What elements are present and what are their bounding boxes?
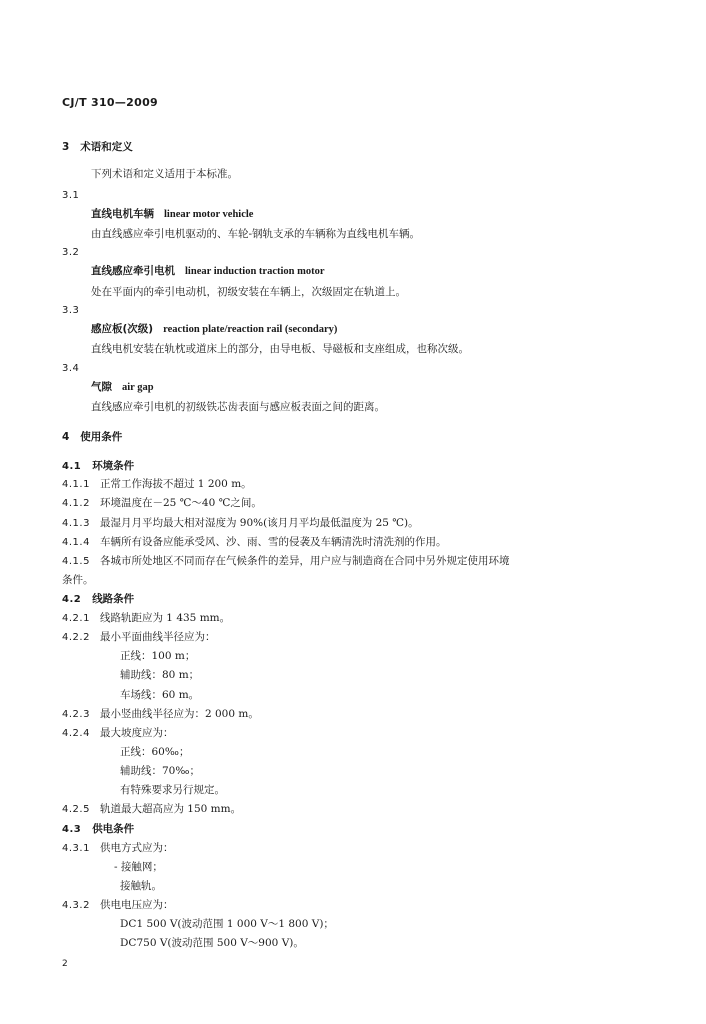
section-4-heading bbox=[62, 430, 122, 444]
clause-4-2-2 bbox=[62, 630, 215, 645]
list-item: - 接触网； bbox=[114, 861, 163, 873]
list-item: 辅助线：70‰； bbox=[120, 765, 200, 777]
subsection-heading bbox=[62, 822, 134, 837]
term-definition: 直线电机安装在轨枕或道床上的部分，由导电板、导磁板和支座组成，也称次级。 bbox=[91, 343, 469, 355]
clause-continuation: 条件。 bbox=[62, 574, 94, 586]
section-title: 使用条件 bbox=[80, 431, 123, 443]
term-cn: 感应板(次级) bbox=[91, 323, 154, 335]
clause-number: 4.3.2 bbox=[62, 900, 90, 911]
list-item: DC750 V(波动范围 500 V～900 V)。 bbox=[120, 937, 304, 949]
clause-4-2-3 bbox=[62, 707, 259, 722]
term-cn: 气隙 bbox=[91, 381, 112, 393]
clause-text: 环境温度在－25 ℃～40 ℃之间。 bbox=[99, 497, 262, 509]
clause-text: 各城市所处地区不同而存在气候条件的差异，用户应与制造商在合同中另外规定使用环境 bbox=[99, 555, 510, 567]
clause-number: 4.1.4 bbox=[62, 537, 90, 548]
list-item: DC1 500 V(波动范围 1 000 V～1 800 V)； bbox=[120, 918, 334, 930]
page-number: 2 bbox=[62, 959, 68, 969]
term-en: air gap bbox=[122, 382, 154, 393]
clause-number: 4.1 bbox=[62, 461, 82, 472]
term-cn: 直线电机车辆 bbox=[91, 208, 154, 220]
clause-text: 最小平面曲线半径应为： bbox=[99, 631, 216, 643]
clause-number: 3.2 bbox=[62, 247, 80, 258]
doc-code-header: CJ/T 310—2009 bbox=[62, 96, 158, 109]
term-cn: 直线感应牵引电机 bbox=[91, 265, 175, 277]
clause-number: 4.2.1 bbox=[62, 613, 90, 624]
clause-text: 最湿月月平均最大相对湿度为 90%(该月月平均最低温度为 25 ℃)。 bbox=[99, 517, 419, 529]
clause-4-3-2 bbox=[62, 898, 173, 913]
clause-4-1-2 bbox=[62, 496, 262, 511]
clause-number: 4.1.3 bbox=[62, 518, 90, 529]
clause-text: 最小竖曲线半径应为：2 000 m。 bbox=[99, 708, 259, 720]
list-item: 车场线：60 m。 bbox=[120, 689, 200, 701]
term-en: reaction plate/reaction rail (secondary) bbox=[163, 324, 338, 335]
clause-4-3-1 bbox=[62, 841, 173, 856]
clause-number: 3.1 bbox=[62, 190, 80, 201]
clause-number: 4.1.2 bbox=[62, 498, 90, 509]
term-heading bbox=[91, 322, 337, 337]
clause-text: 线路轨距应为 1 435 mm。 bbox=[99, 612, 231, 624]
clause-number: 3.4 bbox=[62, 363, 80, 374]
clause-4-1-1 bbox=[62, 477, 252, 492]
clause-number: 4.2.3 bbox=[62, 709, 90, 720]
subsection-title: 环境条件 bbox=[92, 460, 135, 472]
clause-4-2-4 bbox=[62, 726, 173, 741]
clause-number: 4.1.1 bbox=[62, 479, 90, 490]
term-heading bbox=[91, 380, 154, 395]
clause-4-2-1 bbox=[62, 611, 230, 626]
clause-number: 4.2.5 bbox=[62, 804, 90, 815]
list-item: 辅助线：80 m； bbox=[120, 669, 200, 681]
clause-number: 4.3 bbox=[62, 824, 82, 835]
term-en: linear motor vehicle bbox=[164, 209, 254, 220]
clause-number: 4.1.5 bbox=[62, 556, 90, 567]
term-definition: 直线感应牵引电机的初级铁芯齿表面与感应板表面之间的距离。 bbox=[91, 401, 385, 413]
clause-4-1-3 bbox=[62, 516, 419, 531]
section-number: 3 bbox=[62, 141, 70, 153]
list-item: 有特殊要求另行规定。 bbox=[120, 784, 225, 796]
term-definition: 由直线感应牵引电机驱动的、车轮-钢轨支承的车辆称为直线电机车辆。 bbox=[91, 228, 421, 240]
term-en: linear induction traction motor bbox=[185, 266, 325, 277]
clause-text: 供电电压应为： bbox=[99, 899, 174, 911]
subsection-title: 供电条件 bbox=[92, 823, 135, 835]
clause-text: 最大坡度应为： bbox=[99, 727, 174, 739]
list-item: 接触轨。 bbox=[120, 880, 162, 892]
section-3-intro: 下列术语和定义适用于本标准。 bbox=[91, 168, 238, 180]
clause-number: 4.3.1 bbox=[62, 843, 90, 854]
clause-text: 正常工作海拔不超过 1 200 m。 bbox=[99, 478, 252, 490]
clause-text: 车辆所有设备应能承受风、沙、雨、雪的侵袭及车辆清洗时清洗剂的作用。 bbox=[99, 536, 447, 548]
clause-4-2-5 bbox=[62, 802, 241, 817]
term-heading bbox=[91, 264, 325, 279]
list-item: 正线：60‰； bbox=[120, 746, 190, 758]
clause-text: 供电方式应为： bbox=[99, 842, 174, 854]
section-title: 术语和定义 bbox=[80, 141, 133, 153]
clause-number: 3.3 bbox=[62, 305, 80, 316]
clause-number: 4.2.4 bbox=[62, 728, 90, 739]
subsection-heading bbox=[62, 592, 134, 607]
clause-4-1-5 bbox=[62, 554, 509, 569]
clause-4-1-4 bbox=[62, 535, 446, 550]
clause-text: 轨道最大超高应为 150 mm。 bbox=[99, 803, 242, 815]
clause-number: 4.2.2 bbox=[62, 632, 90, 643]
subsection-heading bbox=[62, 459, 134, 474]
list-item: 正线：100 m； bbox=[120, 650, 196, 662]
term-definition: 处在平面内的牵引电动机，初级安装在车辆上，次级固定在轨道上。 bbox=[91, 286, 406, 298]
section-number: 4 bbox=[62, 431, 70, 443]
term-heading bbox=[91, 207, 253, 222]
subsection-title: 线路条件 bbox=[92, 593, 135, 605]
section-3-heading bbox=[62, 140, 133, 154]
clause-number: 4.2 bbox=[62, 594, 82, 605]
